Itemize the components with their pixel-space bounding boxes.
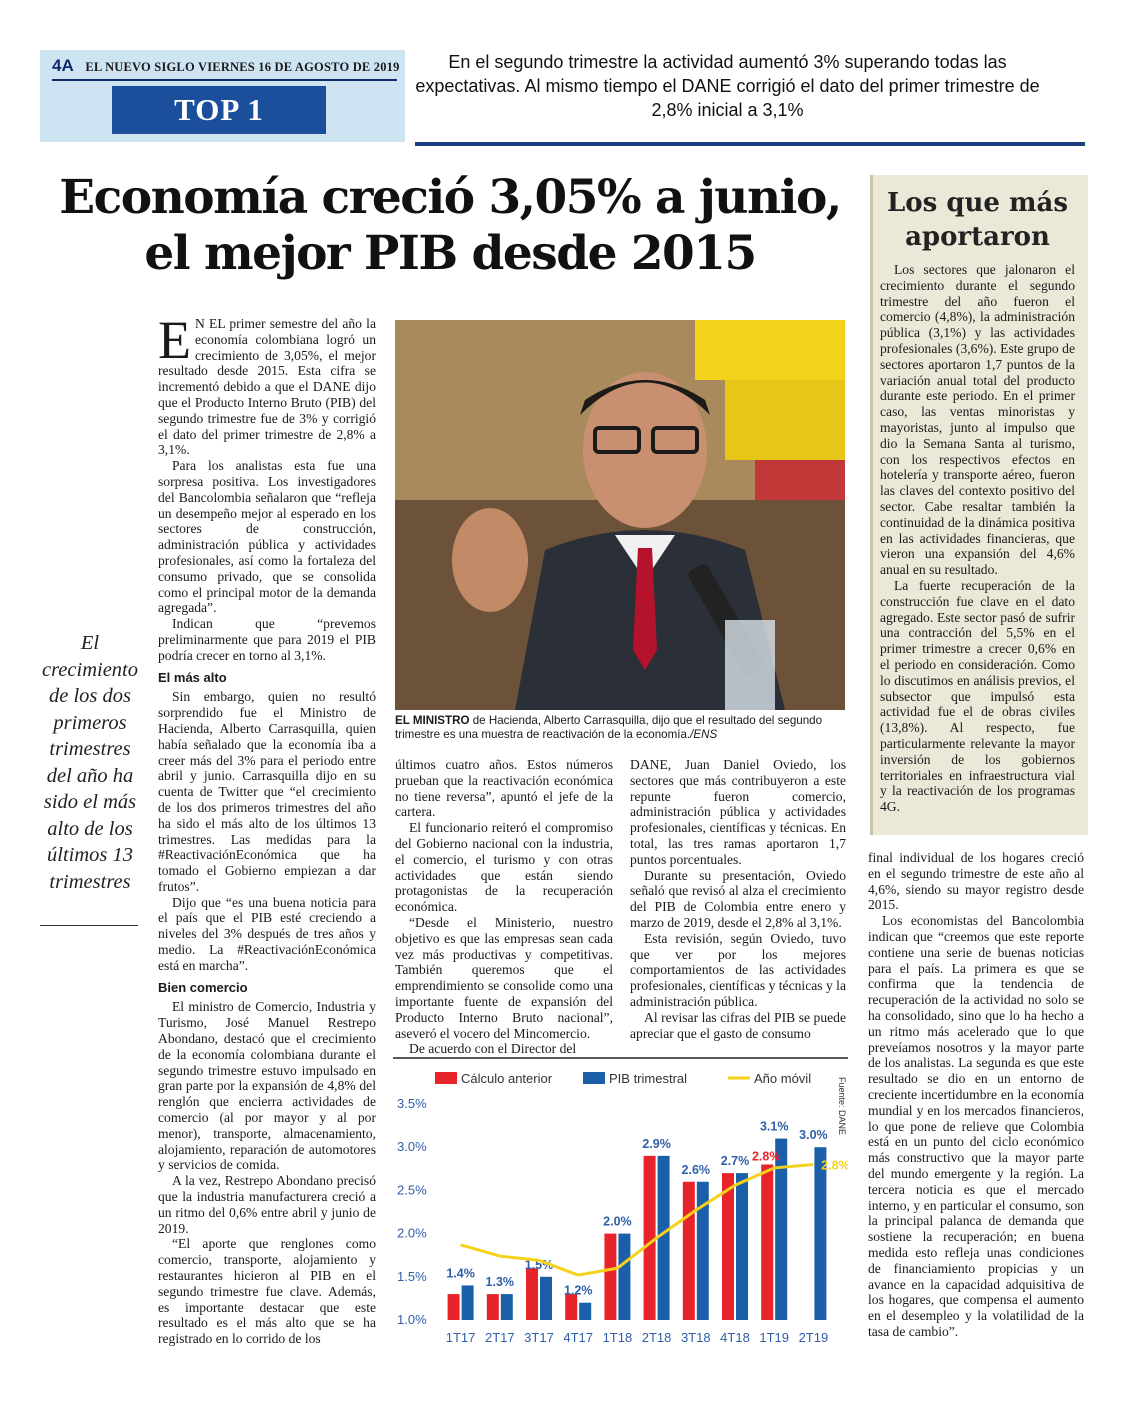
bar-data-label: 2.9% xyxy=(642,1136,671,1151)
x-tick-label: 4T17 xyxy=(563,1330,594,1345)
x-tick-label: 2T19 xyxy=(798,1330,829,1345)
paragraph: final individual de los hogares creció en el segundo trimestre de este año al 4,6%, siendo su mayor registro desde 2015. xyxy=(868,850,1084,913)
article-column-2 xyxy=(395,757,613,1057)
bar-pib-trimestral xyxy=(579,1303,591,1320)
bar-pib-trimestral xyxy=(814,1147,826,1320)
chart-source-note: Fuente: DANE xyxy=(837,1077,847,1136)
bar-calculo-anterior xyxy=(722,1173,734,1320)
extra-data-label: 2.8% xyxy=(751,1149,781,1164)
bar-calculo-anterior xyxy=(487,1294,499,1320)
line-ano-movil xyxy=(461,1164,814,1275)
bar-data-label: 3.1% xyxy=(759,1119,789,1134)
caption-text: de Hacienda, Alberto Carrasquilla, dijo que el resultado del segundo trimestre es una muestra de reactivación de la economía. xyxy=(395,714,823,741)
paragraph: El ministro de Comercio, Industria y Turismo, José Manuel Restrepo Abondano, destacó que el crecimiento de la economía colombiana durante el segundo trimestre estuvo impulsado en gran parte por la expansión de 4,8% del renglón que encierra actividades de comercio (al por mayor y al por menor), transporte, almacenamiento, alojamiento, reparación de automotores y servicios de comida. xyxy=(158,999,376,1173)
article-column-3 xyxy=(630,757,846,1041)
paragraph: “Desde el Ministerio, nuestro objetivo es que las empresas sean cada vez más productivas y competitivas. También queremos que el emprendimiento se consolide como una importante fuente de expansión del Producto Interno Bruto nacional”, aseveró el vocero del Mincomercio. xyxy=(395,914,613,1041)
bar-calculo-anterior xyxy=(761,1164,773,1320)
bar-pib-trimestral xyxy=(736,1173,748,1320)
header-rule xyxy=(52,79,397,81)
paragraph: “El aporte que renglones como comercio, transporte, alojamiento y restaurantes hicieron al PIB en el segundo trimestre fue clave. Además, es importante destacar que este resultado es el más alto que se ha registrado en lo corrido de los xyxy=(158,1236,376,1347)
bar-pib-trimestral xyxy=(462,1285,474,1320)
publication-date: EL NUEVO SIGLO VIERNES 16 DE AGOSTO DE 2019 xyxy=(85,60,400,74)
article-column-4 xyxy=(868,850,1084,1340)
paragraph: Sin embargo, quien no resultó sorprendido fue el Ministro de Hacienda, Alberto Carrasquilla, quien había señalado que la economía iba a creer más del 3% para el periodo entre abril y junio. Carrasquilla dijo en su cuenta de Twitter que “el crecimiento de los dos primeros trimestres del año ha sido el más alto de los últimos 13 trimestres. Las medidas para la #ReactivaciónEconómica que ha tomado el Gobierno empiezan a dar frutos”. xyxy=(158,689,376,894)
x-tick-label: 3T18 xyxy=(680,1330,711,1345)
gdp-chart xyxy=(393,1057,848,1350)
bar-data-label: 1.2% xyxy=(563,1283,593,1298)
y-tick-label: 3.0% xyxy=(397,1139,427,1155)
legend-swatch xyxy=(583,1072,605,1084)
paragraph: E N EL primer semestre del año la economía colombiana logró un crecimiento de 3,05%, el mejor resultado desde 2015. Esta cifra se incrementó debido a que el DANE dijo que el Producto Interno Bruto (PIB) del segundo trimestre fue de 3% y corrigió el dato del primer trimestre de 2,8% a 3,1%. xyxy=(158,310,376,458)
legend-label: PIB trimestral xyxy=(609,1071,688,1086)
x-tick-label: 4T18 xyxy=(720,1330,750,1345)
y-tick-label: 2.5% xyxy=(397,1182,427,1198)
gdp-chart-svg xyxy=(393,1057,848,1350)
publication-line xyxy=(52,56,400,76)
photo-credit: /ENS xyxy=(690,728,718,741)
paragraph: Los sectores que jalonaron el crecimiento durante el segundo trimestre del año fueron el comercio (4,8%), la administración pública (3,1%) y las actividades profesionales (3,6%). Este grupo de sectores aportaron 1,7 puntos de la variación anual total del producto durante este periodo. En el primer caso, las ventas minoristas y mayoristas, junto al impulso que dio la Semana Santa al turismo, con los respectivos efectos en hotelería y transporte aéreo, fueron las claves del contexto positivo del sector. Cabe resaltar también la continuidad de la dinámica positiva en las actividades financieras, que vieron una expansión del 4,6% anual en su resultado. xyxy=(880,262,1075,578)
paragraph: El funcionario reiteró el compromiso del Gobierno nacional con la industria, el comercio, el turismo y con otras actividades que están siendo protagonistas de la recuperación económica. xyxy=(395,820,613,915)
x-tick-label: 1T19 xyxy=(759,1330,790,1345)
x-tick-label: 3T17 xyxy=(524,1330,554,1345)
sidebar-title: Los que más aportaron xyxy=(887,188,1068,252)
drop-cap: E xyxy=(158,310,191,370)
bar-data-label: 2.7% xyxy=(720,1154,750,1169)
photo-caption xyxy=(395,714,845,742)
headline-line-2: el mejor PIB desde 2015 xyxy=(144,226,756,281)
y-tick-label: 3.5% xyxy=(397,1096,427,1111)
x-tick-label: 2T17 xyxy=(484,1330,515,1345)
paragraph: DANE, Juan Daniel Oviedo, los sectores que más contribuyeron a este repunte fueron comercio, administración pública y actividades profesionales, científicas y técnicas. En total, las tres ramas aportaron 1,7 puntos porcentuales. xyxy=(630,757,846,867)
pull-quote: El crecimiento de los dos primeros trimestres del año ha sido el más alto de los últimos 13 trimestres xyxy=(41,632,138,893)
bar-data-label: 1.3% xyxy=(485,1275,515,1290)
legend-swatch xyxy=(435,1072,457,1084)
bar-data-label: 1.4% xyxy=(446,1266,475,1281)
paragraph: Indican que “prevemos preliminarmente que para 2019 el PIB podría crecer en torno al 3,1%. xyxy=(158,616,376,663)
bar-pib-trimestral xyxy=(540,1277,552,1320)
section-badge: TOP 1 xyxy=(112,86,326,134)
subhead-el-mas-alto: El más alto xyxy=(158,669,227,685)
bar-calculo-anterior xyxy=(526,1268,538,1320)
subhead-bien-comercio: Bien comercio xyxy=(158,979,248,995)
paragraph: La fuerte recuperación de la construcción fue clave en el dato agregado. Este sector pasó de sufrir una contracción del 5,5% en el primer trimestre a crecer 0,6% en el periodo en consideración. Como lo discutimos en análisis previos, el subsector que impulsó esta actividad fue el de obras civiles (13,8%). Al respecto, fue particularmente relevante la mayor inversión de los gobiernos territoriales en infraestructura vial y la reactivación de los programas 4G. xyxy=(880,577,1075,815)
kicker-text: En el segundo trimestre la actividad aumentó 3% superando todas las expectativas. Al mismo tiempo el DANE corrigió el dato del primer trimestre de 2,8% inicial a 3,1% xyxy=(415,52,1040,120)
bar-data-label: 2.6% xyxy=(681,1162,711,1177)
paragraph: Para los analistas esta fue una sorpresa positiva. Los investigadores del Bancolombia señalaron que “refleja un desempeño mejor al esperado en los sectores de construcción, administración pública y actividades profesionales, así como la fortaleza del consumo privado, que se consolida como el principal motor de la demanda agregada”. xyxy=(158,458,376,616)
bar-pib-trimestral xyxy=(658,1156,670,1320)
sidebar-body xyxy=(880,262,1075,815)
x-tick-label: 1T18 xyxy=(602,1330,633,1345)
x-tick-label: 1T17 xyxy=(445,1330,476,1345)
y-tick-label: 1.5% xyxy=(397,1268,427,1284)
paragraph: últimos cuatro años. Estos números prueban que la reactivación económica no tiene reversa”, apuntó el jefe de la cartera. xyxy=(395,757,613,820)
headline xyxy=(30,170,870,282)
bar-pib-trimestral xyxy=(618,1234,630,1320)
y-tick-label: 2.0% xyxy=(397,1225,427,1241)
y-tick-label: 1.0% xyxy=(397,1312,427,1327)
bar-pib-trimestral xyxy=(501,1294,513,1320)
bar-calculo-anterior xyxy=(644,1156,656,1320)
bar-data-label: 3.0% xyxy=(799,1128,828,1143)
kicker-rule xyxy=(415,142,1085,146)
paragraph: De acuerdo con el Director del xyxy=(409,1041,577,1057)
bar-calculo-anterior xyxy=(565,1294,577,1320)
headline-line-1: Economía creció 3,05% a junio, xyxy=(59,170,841,225)
paragraph: Al revisar las cifras del PIB se puede apreciar que el gasto de consumo xyxy=(630,1009,846,1041)
pull-quote-rule xyxy=(40,925,138,926)
bar-data-label: 2.0% xyxy=(603,1214,632,1229)
extra-data-label: 2.8% xyxy=(821,1158,848,1173)
paragraph: Esta revisión, según Oviedo, tuvo que ver por los mejores comportamientos de las actividades profesionales, científicas y técnicas y la administración pública. xyxy=(630,930,846,1009)
minister-photo xyxy=(395,320,845,710)
paragraph: Los economistas del Bancolombia indican que “creemos que este reporte contiene una serie de buenas noticias para el país. La primera es que se confirma que la tendencia de recuperación de la actividad no solo se ha consolidado, sino que lo ha hecho a un ritmo más acelerado que lo que preveíamos nosotros y la mayor parte de los analistas. La segunda es que este resultado se dio en un entorno de creciente incertidumbre en la economía mundial y en los mercados financieros, lo que pone de relieve que Colombia está en un punto del ciclo económico más constructivo que la mayor parte del mundo emergente y la región. La tercera noticia es que el mercado interno, y en particular el consumo, son la principal palanca de demanda que sostiene la recuperación; en buena medida esto refleja unas condiciones de financiamiento propicias y un avance en la capacidad adquisitiva de los hogares, que compensa el aumento en el desempleo y la volatilidad de la tasa de cambio”. xyxy=(868,913,1084,1339)
paragraph: Durante su presentación, Oviedo señaló que revisó al alza el crecimiento del PIB de Colombia entre enero y marzo de 2019, desde el 2,8% al 3,1%. xyxy=(630,867,846,930)
page-number: 4A xyxy=(52,56,74,75)
legend-label: Cálculo anterior xyxy=(461,1071,553,1086)
legend-label: Año móvil xyxy=(754,1071,812,1086)
caption-lead: EL MINISTRO xyxy=(395,714,470,727)
minister-photo-image xyxy=(395,320,845,710)
bar-data-label: 1.5% xyxy=(524,1257,554,1272)
paragraph: Dijo que “es una buena noticia para el país que el PIB esté creciendo a niveles del 3% después de tres años y medio. La #ReactivaciónEconómica está en marcha”. xyxy=(158,894,376,973)
bar-calculo-anterior xyxy=(604,1234,616,1320)
bar-calculo-anterior xyxy=(683,1182,695,1320)
paragraph: A la vez, Restrepo Abondano precisó que la industria manufacturera creció a un ritmo del 0,6% entre abril y junio de 2019. xyxy=(158,1173,376,1236)
bar-calculo-anterior xyxy=(448,1294,460,1320)
article-column-1 xyxy=(158,310,376,1347)
x-tick-label: 2T18 xyxy=(641,1330,672,1345)
